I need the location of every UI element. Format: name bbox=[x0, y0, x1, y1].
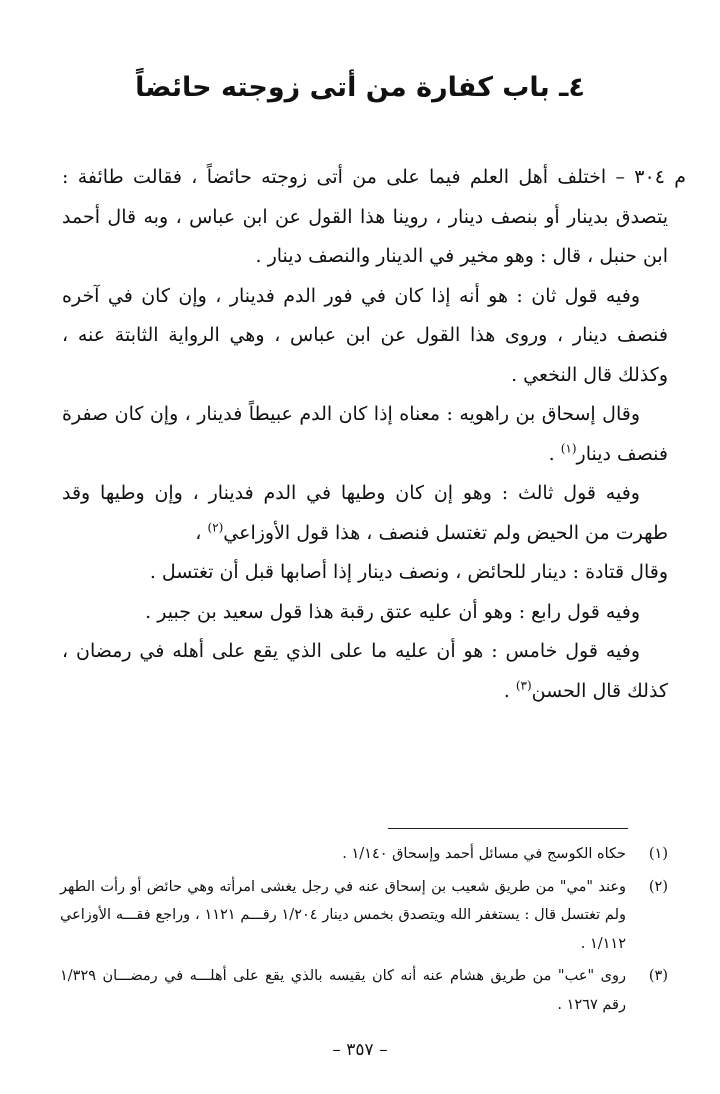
paragraph-7-text: وفيه قول خامس : هو أن عليه ما على الذي يقع على أهله في رمضان ، كذلك قال الحسن bbox=[62, 640, 668, 702]
paragraph-4-text: وفيه قول ثالث : وهو إن كان وطيها في الدم فدينار ، وإن وطيها وقد طهرت من الحيض ولم تغتسل فنصف ، هذا قول الأوزاعي bbox=[62, 482, 668, 544]
paragraph-3 bbox=[62, 395, 668, 474]
footnote-number: (١) bbox=[648, 846, 668, 862]
footnote-3 bbox=[60, 962, 668, 1019]
footnotes bbox=[60, 840, 668, 1023]
paragraph-7-end: . bbox=[503, 679, 516, 702]
footnote-ref-1[interactable]: (١) bbox=[560, 441, 577, 456]
footnote-1 bbox=[60, 840, 668, 869]
paragraph-4 bbox=[62, 474, 668, 553]
paragraph-3-text: وقال إسحاق بن راهويه : معناه إذا كان الدم عبيطاً فدينار ، وإن كان صفرة فنصف دينار bbox=[62, 403, 668, 465]
paragraph-4-end: ، bbox=[195, 521, 208, 544]
paragraph-2: وفيه قول ثان : هو أنه إذا كان في فور الدم فدينار ، وإن كان في آخره فنصف دينار ، وروى هذا القول عن ابن عباس ، وهي الرواية الثابتة عنه ، وكذلك قال النخعي . bbox=[62, 284, 668, 386]
footnote-divider bbox=[388, 828, 628, 829]
footnote-text: روى "عب" من طريق هشام عنه أنه كان يقيسه بالذي يقع على أهلـــه في رمضـــان ١/٣٢٩ رقم ١٢٦٧ . bbox=[60, 968, 626, 1013]
main-text bbox=[62, 158, 686, 711]
page-number: – ٣٥٧ – bbox=[332, 1040, 388, 1060]
paragraph-3-end: . bbox=[548, 442, 561, 465]
footnote-number: (٢) bbox=[648, 878, 668, 895]
paragraph-1: م ٣٠٤ – اختلف أهل العلم فيما على من أتى زوجته حائضاً ، فقالت طائفة : يتصدق بدينار أو بنصف دينار ، روينا هذا القول عن ابن عباس ، وبه قال أحمد ابن حنبل ، قال : وهو مخير في الدينار والنصف دينار . bbox=[62, 166, 686, 267]
paragraph-7 bbox=[62, 632, 668, 711]
footnote-text: وعند "مي" من طريق شعيب بن إسحاق عنه في رجل يغشى امرأته وهي حائض أو رأت الطهر ولم تغتسل قال : يستغفر الله ويتصدق بخمس دينار ١/٢٠٤ رقـــم ١١٢١ ، وراجع فقـــه الأوزاعي ١/١١٢ . bbox=[60, 878, 626, 952]
paragraph-5: وقال قتادة : دينار للحائض ، ونصف دينار إذا أصابها قبل أن تغتسل . bbox=[149, 561, 668, 583]
footnote-ref-2[interactable]: (٢) bbox=[207, 520, 224, 535]
chapter-title: ٤ـ باب كفارة من أتى زوجته حائضاً bbox=[135, 72, 585, 103]
footnote-2 bbox=[60, 873, 668, 959]
footnote-text: حكاه الكوسج في مسائل أحمد وإسحاق ١/١٤٠ . bbox=[342, 846, 626, 862]
footnote-ref-3[interactable]: (٣) bbox=[515, 678, 532, 693]
paragraph-6: وفيه قول رابع : وهو أن عليه عتق رقبة هذا قول سعيد بن جبير . bbox=[145, 600, 640, 623]
footnote-number: (٣) bbox=[648, 968, 668, 984]
